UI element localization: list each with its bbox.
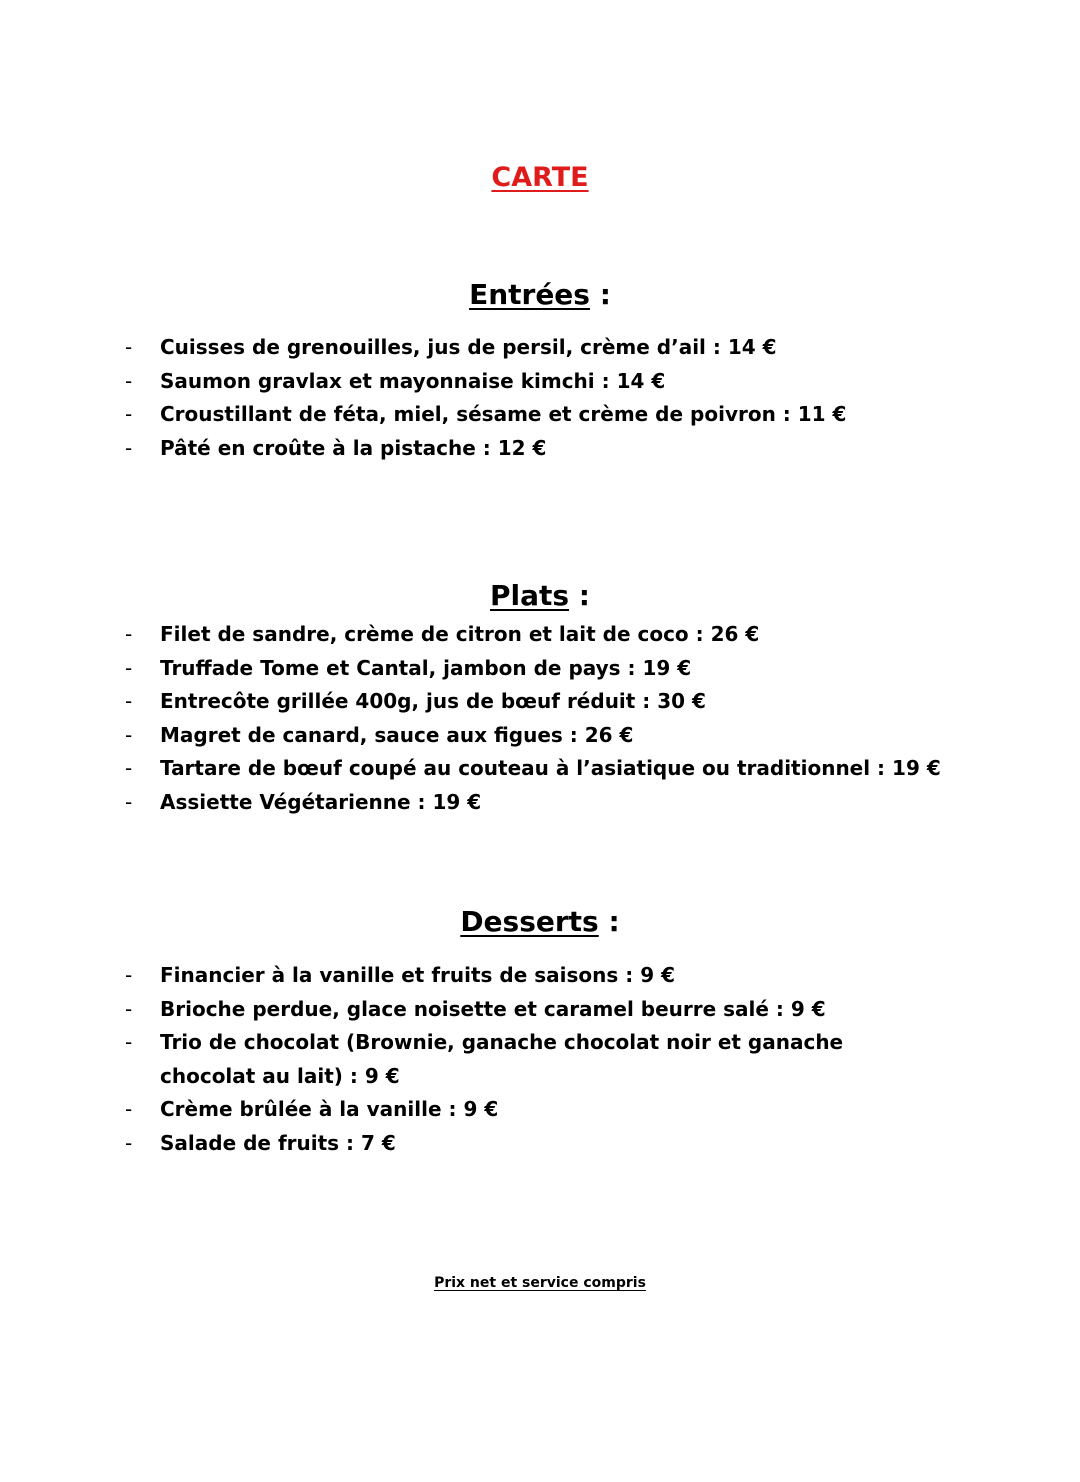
section-heading-text: Entrées <box>469 278 590 311</box>
bullet-dash: - <box>125 335 133 359</box>
item-text: Entrecôte grillée 400g, jus de bœuf réduit : 30 € <box>160 689 706 713</box>
footer-note <box>0 1272 1080 1294</box>
bullet-dash: - <box>125 722 133 747</box>
item-text: Pâté en croûte à la pistache : 12 € <box>160 435 547 460</box>
item-text: Brioche perdue, glace noisette et caramel beurre salé : 9 € <box>160 996 826 1021</box>
bullet-dash: - <box>125 622 133 646</box>
list-item <box>125 1093 945 1127</box>
bullet-dash: - <box>125 435 133 460</box>
bullet-dash: - <box>125 963 133 987</box>
section-heading-text: Plats <box>489 579 570 612</box>
list-item <box>125 719 945 753</box>
item-text: Trio de chocolat (Brownie, ganache chocolat noir et ganache chocolat au lait) : 9 € <box>160 1030 844 1088</box>
item-text: Magret de canard, sauce aux figues : 26 € <box>160 722 634 747</box>
item-text: Filet de sandre, crème de citron et lait de coco : 26 € <box>160 622 760 646</box>
bullet-dash: - <box>125 789 133 814</box>
bullet-dash: - <box>125 689 133 713</box>
bullet-dash: - <box>125 655 133 680</box>
section-heading-colon: : <box>569 579 591 612</box>
section-heading-desserts <box>0 903 1080 941</box>
section-heading-entrees <box>0 276 1080 314</box>
list-item <box>125 652 945 686</box>
bullet-dash: - <box>125 1030 133 1054</box>
plats-list <box>125 618 945 819</box>
bullet-dash: - <box>125 1130 133 1155</box>
desserts-list <box>125 959 945 1160</box>
footer-note-text: Prix net et service compris <box>434 1275 646 1291</box>
list-item <box>125 959 945 993</box>
item-text: Crème brûlée à la vanille : 9 € <box>160 1097 499 1121</box>
item-text: Saumon gravlax et mayonnaise kimchi : 14 € <box>160 368 666 393</box>
item-text: Salade de fruits : 7 € <box>160 1130 396 1155</box>
section-heading-plats <box>0 577 1080 615</box>
list-item <box>125 331 945 365</box>
entrees-list <box>125 331 945 465</box>
section-heading-colon: : <box>598 905 620 938</box>
bullet-dash: - <box>125 402 133 426</box>
item-text: Financier à la vanille et fruits de saisons : 9 € <box>160 963 676 987</box>
item-text: Croustillant de féta, miel, sésame et crème de poivron : 11 € <box>160 402 847 426</box>
list-item <box>125 685 945 719</box>
section-heading-text: Desserts <box>460 905 599 938</box>
item-text: Cuisses de grenouilles, jus de persil, crème d’ail : 14 € <box>160 335 777 359</box>
list-item <box>125 1026 945 1093</box>
bullet-dash: - <box>125 1097 133 1121</box>
list-item <box>125 432 945 466</box>
bullet-dash: - <box>125 756 133 780</box>
list-item <box>125 398 945 432</box>
menu-title-text: CARTE <box>491 162 589 193</box>
list-item <box>125 786 945 820</box>
bullet-dash: - <box>125 368 133 393</box>
list-item <box>125 365 945 399</box>
list-item <box>125 752 945 786</box>
menu-title <box>0 160 1080 196</box>
bullet-dash: - <box>125 996 133 1021</box>
item-text: Truffade Tome et Cantal, jambon de pays : 19 € <box>160 655 692 680</box>
section-heading-colon: : <box>589 278 611 311</box>
list-item <box>125 993 945 1027</box>
item-text: Tartare de bœuf coupé au couteau à l’asiatique ou traditionnel : 19 € <box>160 756 941 780</box>
list-item <box>125 618 945 652</box>
list-item <box>125 1127 945 1161</box>
item-text: Assiette Végétarienne : 19 € <box>160 789 482 814</box>
